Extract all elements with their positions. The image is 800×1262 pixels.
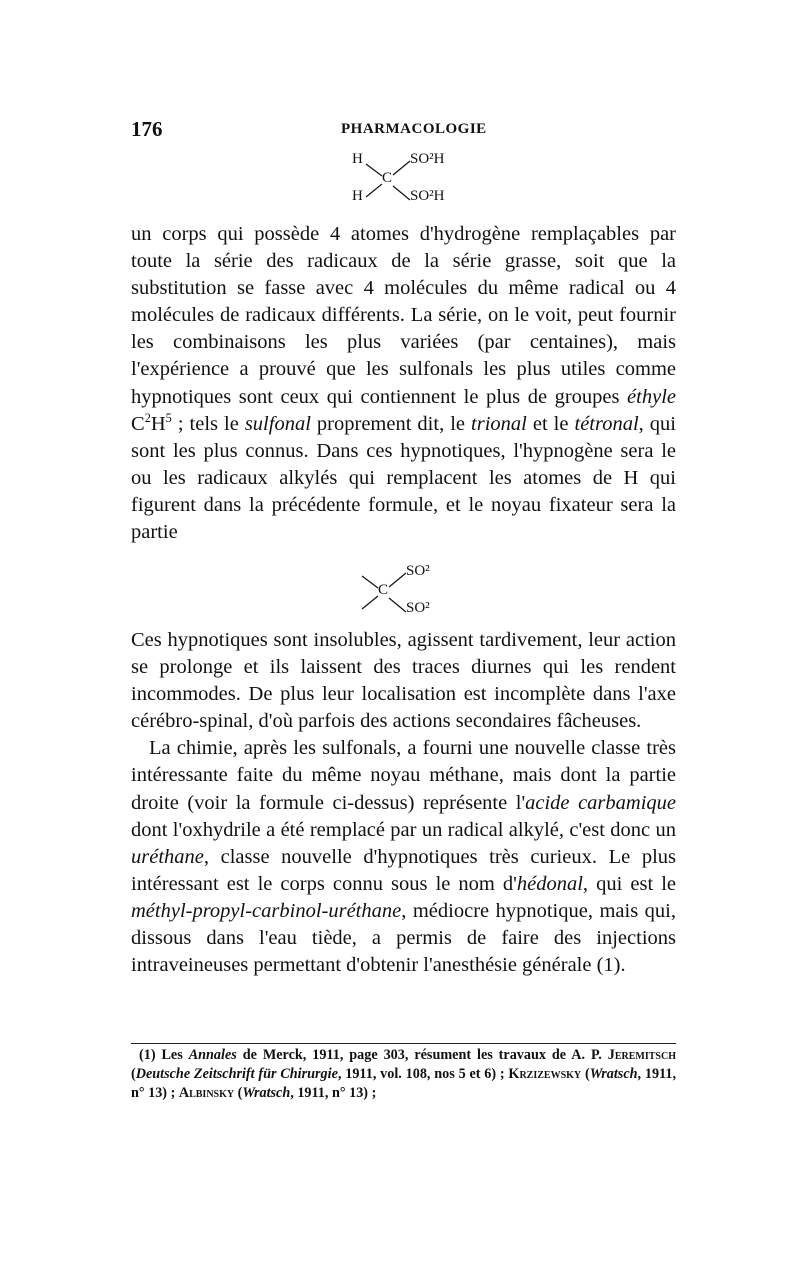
formula-2-center-atom: C [378, 582, 389, 598]
footnote-divider [131, 1043, 676, 1044]
running-title: PHARMACOLOGIE [341, 121, 487, 137]
paragraph-2: Ces hypnotiques sont insolubles, agissent tardivement, leur action se prolonge et ils laissent des traces diurnes qui les rendent incommodes. De plus leur localisation est incomplète dans l'axe cérébro-spinal, d'où parfois des actions secondaires fâcheuses. [131, 629, 676, 733]
structural-formula-methane-disulfonic [350, 153, 460, 209]
paragraph-1: un corps qui possède 4 atomes d'hydrogène remplaçables par toute la série des radicaux de la série grasse, soit que la substitution se fasse avec 4 molécules du même radical ou 4 molécules de radicaux différents. La série, on le voit, peut fournir les combinaisons les plus variées (par centaines), mais l'expérience a prouvé que les sulfonals les plus utiles comme hypnotiques sont ceux qui contiennent le plus de groupes éthyle $C^2H^5$ ; tels le sulfonal proprement dit, le trional et le tétronal, qui sont les plus connus. Dans ces hypnotiques, l'hypnogène sera le ou les radicaux alkylés qui remplacent les atomes de H qui figurent dans la précédente formule, et le noyau fixateur sera la partie [131, 223, 676, 544]
formula-2-bottom-right: SO² [406, 600, 430, 616]
formula-1-bottom-left: H [352, 188, 363, 204]
footnote: (1) Les Annales de Merck, 1911, page 303, résument les travaux de A. P. Jeremitsch (Deutsche Zeitschrift für Chirurgie, 1911, vol. 108, nos 5 et 6) ; Krzizewsky (Wratsch, 1911, n° 13) ; Albinsky (Wratsch, 1911, n° 13) ; [131, 1047, 676, 1101]
formula-1-center-atom: C [382, 170, 393, 186]
page-number: 176 [131, 117, 163, 141]
paragraph-3: La chimie, après les sulfonals, a fourni une nouvelle classe très intéressante faite du même noyau méthane, mais dont la partie droite (voir la formule ci-dessus) représente l'acide carbamique dont l'oxhydrile a été remplacé par un radical alkylé, c'est donc un uréthane, classe nouvelle d'hypnotiques très curieux. Le plus intéressant est le corps connu sous le nom d'hédonal, qui est le méthyl-propyl-carbinol-uréthane, médiocre hypnotique, mais qui, dissous dans l'eau tiède, a permis de faire des injections intraveineuses permettant d'obtenir l'anesthésie générale (1). [131, 737, 676, 977]
formula-2-top-right: SO² [406, 563, 430, 579]
formula-1-top-left: H [352, 151, 363, 167]
structural-formula-sulfonal-nucleus [358, 565, 458, 621]
formula-1-bottom-right: SO²H [410, 188, 445, 204]
formula-1-top-right: SO²H [410, 151, 445, 167]
body-lower [131, 627, 676, 979]
